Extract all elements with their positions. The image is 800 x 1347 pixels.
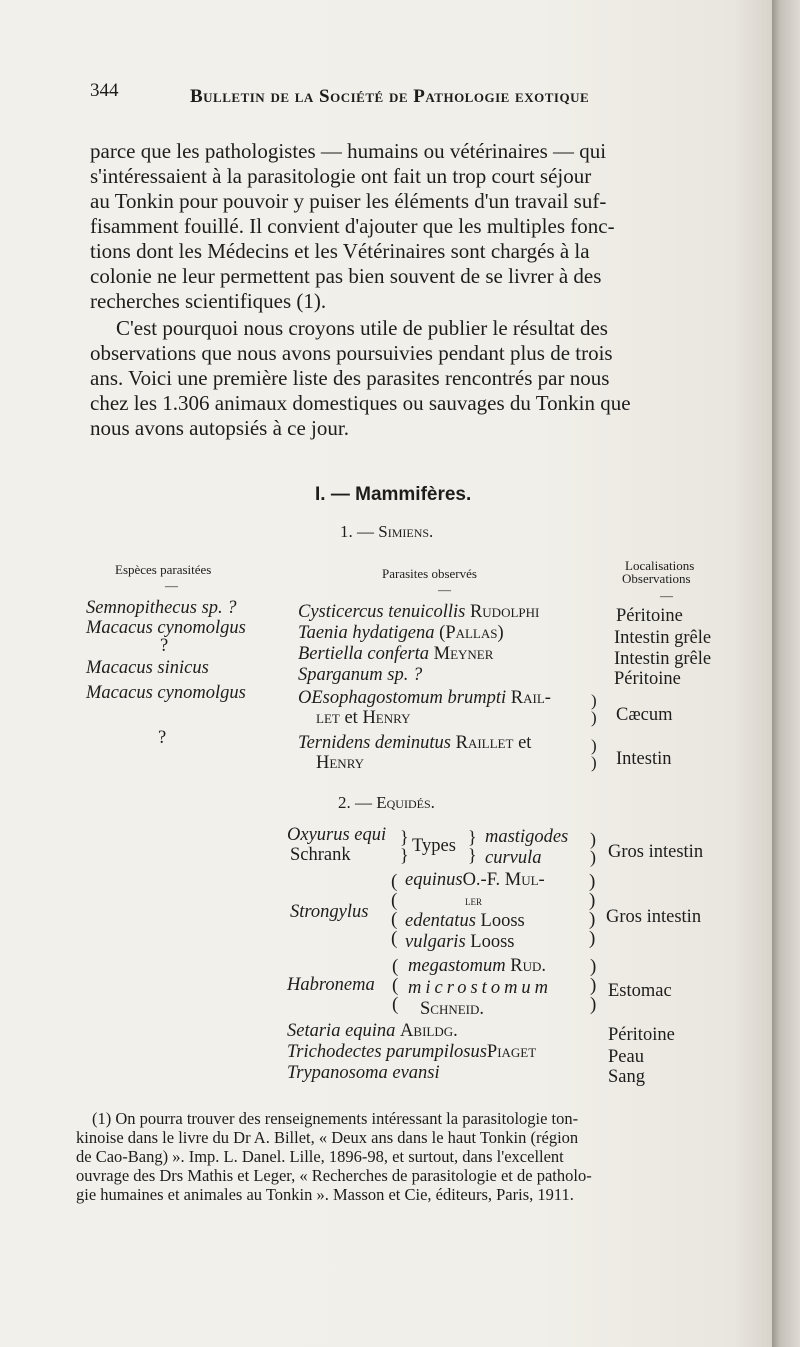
host-name: Macacus cynomolgus bbox=[86, 683, 246, 703]
parasite-species: Sparganum sp. ? bbox=[298, 665, 423, 685]
parasite-author: Abildg. bbox=[400, 1021, 458, 1041]
parasite-species: Oxyurus equi bbox=[287, 825, 387, 845]
localisation: Péritoine bbox=[608, 1025, 675, 1045]
parasite-species: Trypanosoma evansi bbox=[287, 1063, 440, 1083]
brace: ) ) ) bbox=[590, 956, 597, 1015]
footnote-line: ouvrage des Drs Mathis et Leger, « Recherches de parasitologie et de patholo- bbox=[76, 1166, 592, 1185]
localisation: Péritoine bbox=[614, 669, 681, 689]
parasite-author: let bbox=[316, 708, 340, 728]
localisation: Intestin bbox=[616, 749, 672, 769]
col-head-species: Espèces parasitées bbox=[115, 562, 212, 577]
parasite-author: Piaget bbox=[486, 1042, 537, 1062]
parasite-author: Rud. bbox=[510, 956, 547, 976]
parasite-species: equinus bbox=[405, 870, 463, 890]
brace: ( ( ( bbox=[392, 956, 399, 1015]
col-head-parasites: Parasites observés bbox=[382, 566, 477, 581]
parasite-row bbox=[298, 602, 539, 623]
parasite-author: Henry bbox=[316, 753, 365, 773]
localisation: Intestin grêle bbox=[614, 649, 712, 669]
parasite-genus: Habronema bbox=[287, 975, 375, 995]
subsection-equides bbox=[338, 793, 435, 813]
subsection-name: Simiens. bbox=[378, 522, 434, 541]
parasite-row bbox=[405, 870, 545, 891]
localisation: Peau bbox=[608, 1047, 644, 1067]
parasite-species: Setaria equina bbox=[287, 1021, 396, 1041]
host-name: ? bbox=[160, 636, 169, 656]
parasite-type: curvula bbox=[485, 848, 542, 868]
parasite-species: OEsophagostomum brumpti bbox=[298, 688, 507, 708]
footnote-line: kinoise dans le livre du Dr A. Billet, « Deux ans dans le haut Tonkin (région bbox=[76, 1128, 579, 1147]
text-line: nous avons autopsiés à ce jour. bbox=[90, 416, 349, 440]
parasite-row bbox=[405, 932, 514, 953]
parasite-species: Ternidens deminutus bbox=[298, 733, 451, 753]
parasite-author: ler bbox=[465, 893, 482, 908]
text-line: s'intéressaient à la parasitologie ont fait un trop court séjour bbox=[90, 164, 592, 188]
text-line: chez les 1.306 animaux domestiques ou sauvages du Tonkin que bbox=[90, 391, 631, 415]
section-title: I. — Mammifères. bbox=[315, 484, 472, 505]
parasite-author: Meyner bbox=[433, 644, 494, 664]
text-line: ans. Voici une première liste des parasites rencontrés par nous bbox=[90, 366, 610, 390]
parasite-row bbox=[298, 733, 531, 754]
localisation: Gros intestin bbox=[608, 842, 704, 862]
parasite-species: megastomum bbox=[408, 956, 506, 976]
localisation: Péritoine bbox=[616, 606, 683, 626]
footnote-line: gie humaines et animales au Tonkin ». Masson et Cie, éditeurs, Paris, 1911. bbox=[76, 1185, 574, 1204]
parasite-row bbox=[287, 1021, 458, 1042]
parasite-author: O.-F. Mul- bbox=[462, 870, 545, 890]
parasite-type: mastigodes bbox=[485, 827, 569, 847]
parasite-author: Rudolphi bbox=[469, 602, 540, 622]
parasite-species: vulgaris bbox=[405, 932, 466, 952]
brace: } } bbox=[400, 827, 409, 865]
types-label: Types bbox=[412, 836, 456, 856]
text-line: parce que les pathologistes — humains ou vétérinaires — qui bbox=[90, 139, 607, 163]
parasite-author: Henry bbox=[362, 708, 411, 728]
localisation: Sang bbox=[608, 1067, 645, 1087]
text-line: fisamment fouillé. Il convient d'ajouter que les multiples fonc- bbox=[90, 214, 615, 238]
brace: ( ( ( ( bbox=[391, 871, 398, 949]
parasite-row bbox=[316, 708, 410, 729]
col-head-dash: — bbox=[438, 582, 451, 597]
parasite-row bbox=[298, 623, 504, 644]
parasite-author: Schneid. bbox=[420, 999, 485, 1019]
parasite-species: Cysticercus tenuicollis bbox=[298, 602, 466, 622]
col-head-dash: — bbox=[165, 578, 178, 593]
parasite-author: Looss bbox=[470, 932, 515, 952]
parasite-author: Rail- bbox=[510, 688, 551, 708]
brace-pair: ) ) bbox=[591, 736, 597, 772]
text-line: observations que nous avons poursuivies pendant plus de trois bbox=[90, 341, 613, 365]
parasite-genus: Strongylus bbox=[290, 902, 369, 922]
text-line: colonie ne leur permettent pas bien souvent de se livrer à des bbox=[90, 264, 602, 288]
subsection-number: 2. — bbox=[338, 793, 372, 812]
running-title: Bulletin de la Société de Pathologie exotique bbox=[190, 86, 590, 107]
col-head-loc2: Observations bbox=[622, 571, 691, 586]
host-name: Macacus sinicus bbox=[86, 658, 209, 678]
localisation: Gros intestin bbox=[606, 907, 702, 927]
parasite-species: Taenia hydatigena bbox=[298, 623, 435, 643]
localisation: Estomac bbox=[608, 981, 672, 1001]
subsection-simiens bbox=[340, 522, 433, 542]
text-line: au Tonkin pour pouvoir y puiser les éléments d'un travail suf- bbox=[90, 189, 607, 213]
col-head-dash: — bbox=[660, 588, 673, 603]
parasite-species: edentatus bbox=[405, 911, 476, 931]
parasite-row bbox=[287, 1042, 536, 1063]
localisation: Cæcum bbox=[616, 705, 673, 725]
brace-pair: ) ) bbox=[591, 691, 597, 727]
brace: ) ) bbox=[590, 829, 596, 867]
parasite-row bbox=[298, 688, 551, 709]
host-name: Macacus cynomolgus bbox=[86, 618, 246, 638]
footnote-line: (1) On pourra trouver des renseignements intéressant la parasitologie ton- bbox=[92, 1109, 579, 1128]
footnote-line: de Cao-Bang) ». Imp. L. Danel. Lille, 1896-98, et surtout, dans l'excellent bbox=[76, 1147, 564, 1166]
conjunction: et bbox=[344, 708, 358, 728]
parasite-row bbox=[298, 644, 493, 665]
page-edge-shadow bbox=[772, 0, 800, 1347]
localisation: Intestin grêle bbox=[614, 628, 712, 648]
parasite-author: Schrank bbox=[290, 845, 351, 865]
page-number: 344 bbox=[90, 80, 119, 101]
text-line: C'est pourquoi nous croyons utile de publier le résultat des bbox=[116, 316, 608, 340]
brace: ) ) ) ) bbox=[589, 871, 596, 949]
parasite-author: Looss bbox=[480, 911, 525, 931]
parasite-author: Raillet bbox=[455, 733, 514, 753]
text-line: tions dont les Médecins et les Vétérinaires sont chargés à la bbox=[90, 239, 590, 263]
subsection-number: 1. — bbox=[340, 522, 374, 541]
parasite-row bbox=[405, 911, 525, 932]
text-line: recherches scientifiques (1). bbox=[90, 289, 327, 313]
subsection-name: Equidés. bbox=[376, 793, 435, 812]
host-name: ? bbox=[158, 728, 167, 748]
parasite-species: microstomum bbox=[408, 978, 553, 998]
host-name: Semnopithecus sp. ? bbox=[86, 598, 237, 618]
parasite-row bbox=[408, 956, 546, 977]
parasite-species: Bertiella conferta bbox=[298, 644, 430, 664]
col-head-loc1: Localisations bbox=[625, 558, 695, 573]
conjunction: et bbox=[518, 733, 532, 753]
parasite-species: Trichodectes parumpilosus bbox=[287, 1042, 487, 1062]
parasite-author: (Pallas) bbox=[439, 623, 504, 643]
brace: } } bbox=[468, 827, 477, 865]
